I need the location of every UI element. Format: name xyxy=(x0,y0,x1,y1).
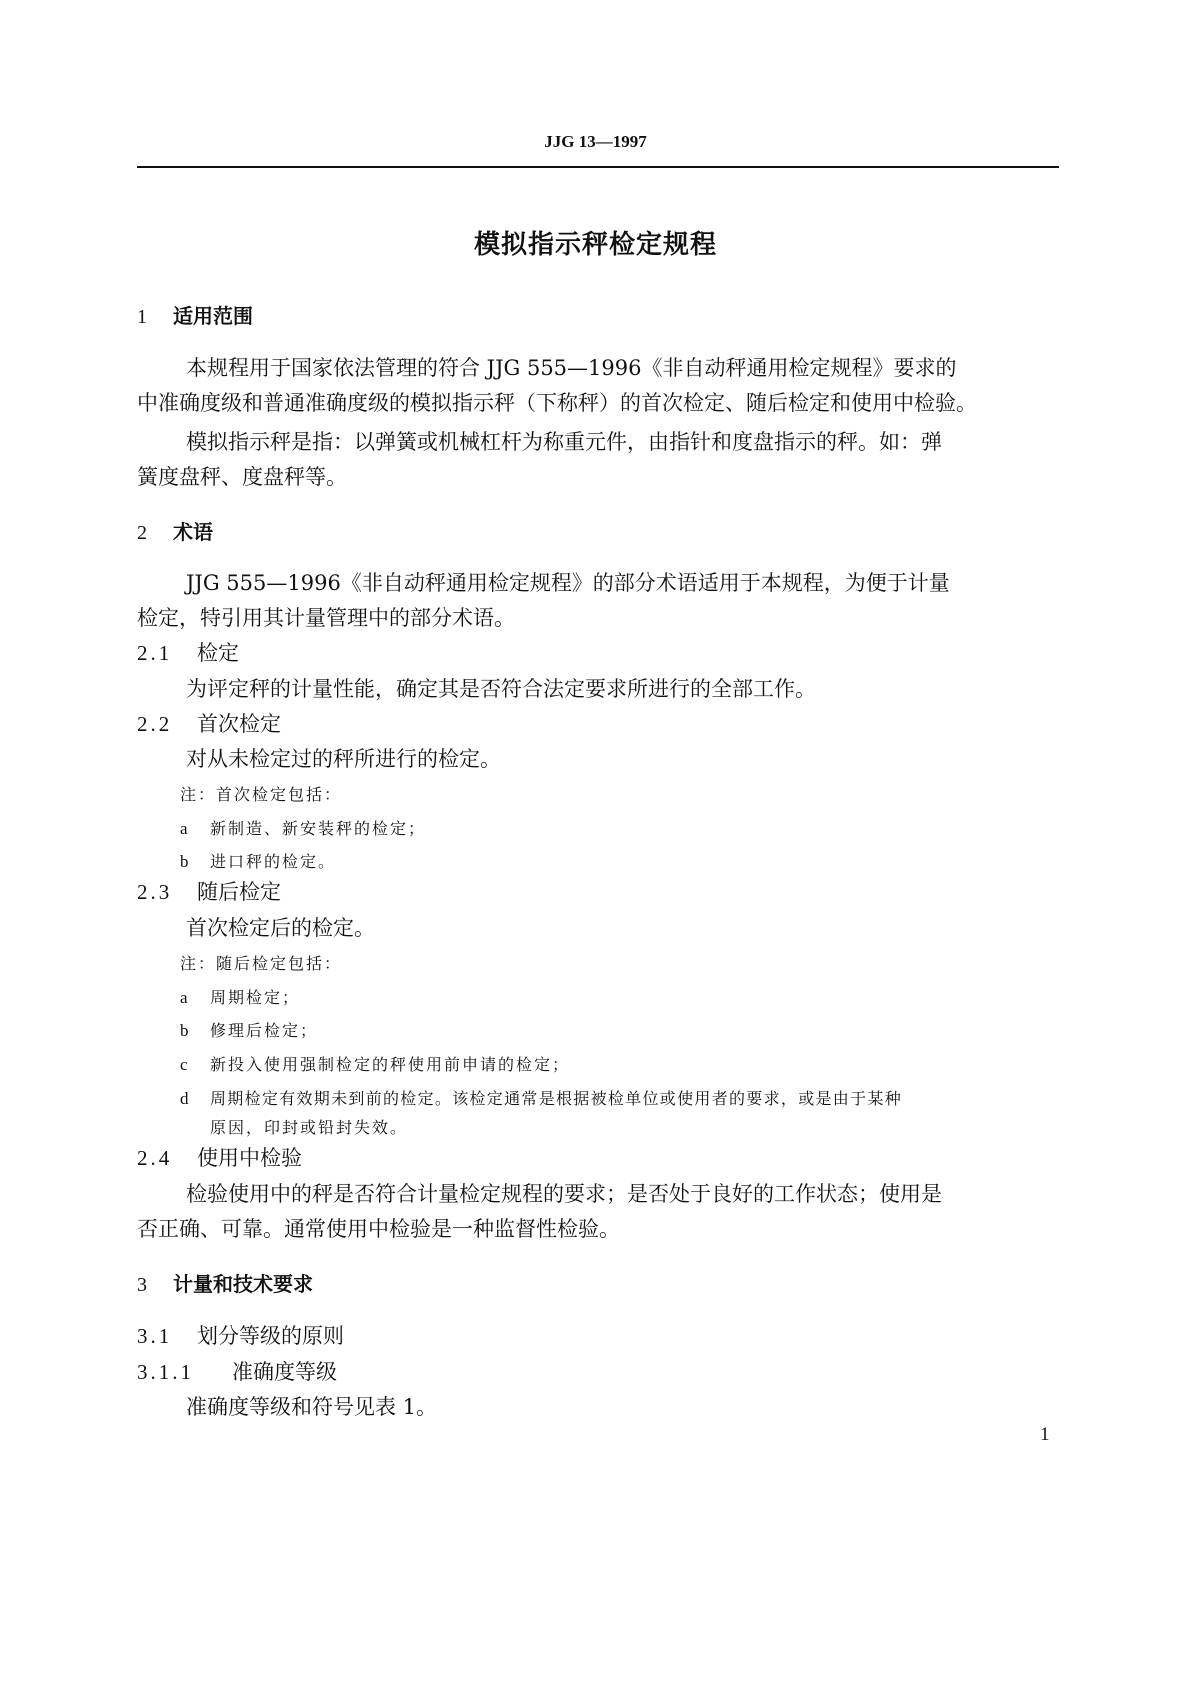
section-3-heading xyxy=(137,1268,313,1297)
subsection-number: 3.1 xyxy=(137,1324,173,1348)
note-item-letter: a xyxy=(180,819,188,838)
subsection-number: 2.2 xyxy=(137,712,173,736)
note-item-text: 新投入使用强制检定的秤使用前申请的检定； xyxy=(210,1055,571,1074)
subsection-title: 准确度等级 xyxy=(232,1360,337,1384)
paragraph-line: 检定，特引用其计量管理中的部分术语。 xyxy=(137,606,515,630)
note-item-text: 新制造、新安装秤的检定； xyxy=(210,819,427,838)
subsection-2-3-heading xyxy=(137,876,281,906)
section-title: 术语 xyxy=(173,520,213,544)
note-item xyxy=(180,1086,902,1109)
subsection-number: 2.4 xyxy=(137,1146,173,1170)
subsection-number: 2.3 xyxy=(137,880,173,904)
note-item-letter: d xyxy=(180,1089,189,1108)
note-item xyxy=(180,1018,318,1041)
paragraph-line: 首次检定后的检定。 xyxy=(186,916,375,940)
subsection-title: 使用中检验 xyxy=(197,1146,302,1170)
subsection-3-1-1-heading xyxy=(137,1356,337,1386)
note-item xyxy=(180,1052,570,1075)
section-number: 3 xyxy=(137,1274,147,1296)
note-item-text: 周期检定有效期未到前的检定。该检定通常是根据被检单位或使用者的要求，或是由于某种 xyxy=(210,1089,903,1108)
section-2-heading xyxy=(137,516,213,545)
note-label: 注：随后检定包括： xyxy=(180,954,343,973)
note-item-continuation: 原因，印封或铅封失效。 xyxy=(210,1118,409,1137)
note-label: 注：首次检定包括： xyxy=(180,785,343,804)
note-item xyxy=(180,816,426,839)
note-item-letter: b xyxy=(180,852,189,871)
paragraph-line: 准确度等级和符号见表 1。 xyxy=(186,1395,438,1419)
subsection-2-2-heading xyxy=(137,708,281,738)
subsection-title: 随后检定 xyxy=(197,880,281,904)
section-1-heading xyxy=(137,300,253,329)
note-item-text: 周期检定； xyxy=(210,988,301,1007)
note-item xyxy=(180,985,300,1008)
paragraph-line: 为评定秤的计量性能，确定其是否符合法定要求所进行的全部工作。 xyxy=(186,677,816,701)
subsection-3-1-heading xyxy=(137,1320,344,1350)
paragraph-line: 本规程用于国家依法管理的符合 JJG 555—1996《非自动秤通用检定规程》要求的 xyxy=(186,356,957,380)
note-item-letter: a xyxy=(180,988,188,1007)
subsection-number: 2.1 xyxy=(137,641,173,665)
page-number: 1 xyxy=(1040,1424,1050,1445)
paragraph-line: 模拟指示秤是指：以弹簧或机械杠杆为称重元件，由指针和度盘指示的秤。如：弹 xyxy=(186,430,942,454)
paragraph-line: 中准确度级和普通准确度级的模拟指示秤（下称秤）的首次检定、随后检定和使用中检验。 xyxy=(137,391,977,415)
section-title: 适用范围 xyxy=(173,304,253,328)
note-item-letter: c xyxy=(180,1055,188,1074)
header-rule xyxy=(137,166,1059,168)
note-item-text: 修理后检定； xyxy=(210,1021,319,1040)
document-title: 模拟指示秤检定规程 xyxy=(473,230,717,260)
subsection-title: 首次检定 xyxy=(197,712,281,736)
section-number: 2 xyxy=(137,522,147,544)
section-title: 计量和技术要求 xyxy=(173,1272,313,1296)
document-code-header: JJG 13—1997 xyxy=(544,132,647,151)
subsection-number: 3.1.1 xyxy=(137,1360,194,1384)
paragraph-line: 簧度盘秤、度盘秤等。 xyxy=(137,465,347,489)
paragraph-line: 否正确、可靠。通常使用中检验是一种监督性检验。 xyxy=(137,1217,620,1241)
note-item-text: 进口秤的检定。 xyxy=(210,852,337,871)
subsection-title: 划分等级的原则 xyxy=(197,1324,344,1348)
paragraph-line: 检验使用中的秤是否符合计量检定规程的要求；是否处于良好的工作状态；使用是 xyxy=(186,1182,942,1206)
paragraph-line: JJG 555—1996《非自动秤通用检定规程》的部分术语适用于本规程，为便于计量 xyxy=(186,571,950,595)
paragraph-line: 对从未检定过的秤所进行的检定。 xyxy=(186,747,501,771)
note-item xyxy=(180,849,336,872)
subsection-2-4-heading xyxy=(137,1142,302,1172)
subsection-title: 检定 xyxy=(197,641,239,665)
subsection-2-1-heading xyxy=(137,637,239,667)
section-number: 1 xyxy=(137,306,147,328)
note-item-letter: b xyxy=(180,1021,189,1040)
